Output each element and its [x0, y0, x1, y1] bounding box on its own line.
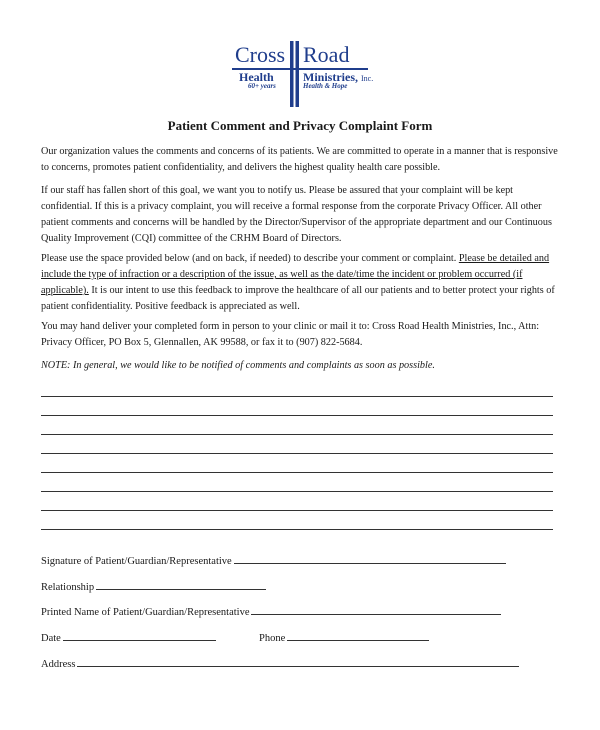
phone-field-row — [259, 630, 429, 646]
note-paragraph — [41, 358, 561, 374]
note-text: In general, we would like to be notified of comments and complaints as soon as possible. — [70, 360, 435, 371]
relationship-field-row — [41, 579, 266, 595]
instructions-text-end: It is our intent to use this feedback to improve the healthcare of all our patients and to better protect your rights of patient confidentiality. Positive feedback is appreciated as well. — [41, 285, 555, 312]
comment-line[interactable] — [41, 529, 553, 530]
signature-label: Signature of Patient/Guardian/Representative — [41, 556, 232, 567]
address-blank[interactable] — [77, 656, 519, 667]
instructions-underlined-text: Please be detailed and include the type of infraction or a description of the issue, as well as the date/time the incident or problem occurred (if applicable). — [41, 253, 550, 296]
instructions-paragraph — [41, 251, 561, 315]
comment-line[interactable] — [41, 453, 553, 454]
logo-years-tagline: 60+ years — [248, 82, 276, 90]
comment-line[interactable] — [41, 434, 553, 435]
intro-paragraph: Our organization values the comments and concerns of its patients. We are committed to operate in a manner that is responsive to concerns, promotes patient confidentiality, and delivers the highest quality health care possible. — [41, 146, 558, 173]
cross-vertical-bar-right — [296, 41, 300, 107]
address-field-row — [41, 656, 519, 672]
signature-field-row — [41, 553, 506, 569]
organization-logo — [230, 41, 374, 107]
date-blank[interactable] — [63, 630, 216, 641]
comment-line[interactable] — [41, 415, 553, 416]
delivery-paragraph: You may hand deliver your completed form in person to your clinic or mail it to: Cross Road Health Ministries, Inc., Attn: Privacy Officer, PO Box 5, Glennallen, AK 99588, or fax it to (907) 822-5684. — [41, 321, 540, 348]
date-label: Date — [41, 633, 61, 644]
instructions-text-start: Please use the space provided below (and on back, if needed) to describe your comment or complaint. — [41, 253, 459, 264]
signature-blank[interactable] — [234, 553, 506, 564]
logo-word-health: Health — [239, 70, 274, 84]
printed-name-label: Printed Name of Patient/Guardian/Representative — [41, 607, 250, 618]
form-title: Patient Comment and Privacy Complaint Form — [167, 118, 433, 133]
logo-word-road: Road — [303, 42, 350, 67]
printed-name-field-row — [41, 604, 501, 620]
comment-line[interactable] — [41, 396, 553, 397]
relationship-blank[interactable] — [96, 579, 266, 590]
comment-line[interactable] — [41, 510, 553, 511]
comment-line[interactable] — [41, 472, 553, 473]
printed-name-blank[interactable] — [251, 604, 501, 615]
note-label: NOTE: — [41, 360, 71, 371]
logo-inc-text: Inc. — [361, 74, 374, 83]
comment-line[interactable] — [41, 491, 553, 492]
date-field-row — [41, 630, 216, 646]
phone-blank[interactable] — [287, 630, 429, 641]
relationship-label: Relationship — [41, 582, 95, 593]
logo-word-cross: Cross — [235, 42, 286, 67]
phone-label: Phone — [259, 633, 286, 644]
notification-paragraph: If our staff has fallen short of this goal, we want you to notify us. Please be assured that your complaint will be kept confidential. If this is a privacy complaint, you will receive a formal response from the corporate Privacy Officer. All other patient comments and concerns will be handled by the Director/Supervisor of the appropriate department and our Continuous Quality Improvement (CQI) committee of the CRHM Board of Directors. — [41, 185, 552, 244]
cross-vertical-bar — [290, 41, 294, 107]
logo-ministries-text: Ministries, — [303, 70, 358, 84]
address-label: Address — [41, 659, 76, 670]
logo-health-hope-tagline: Health & Hope — [303, 82, 348, 90]
